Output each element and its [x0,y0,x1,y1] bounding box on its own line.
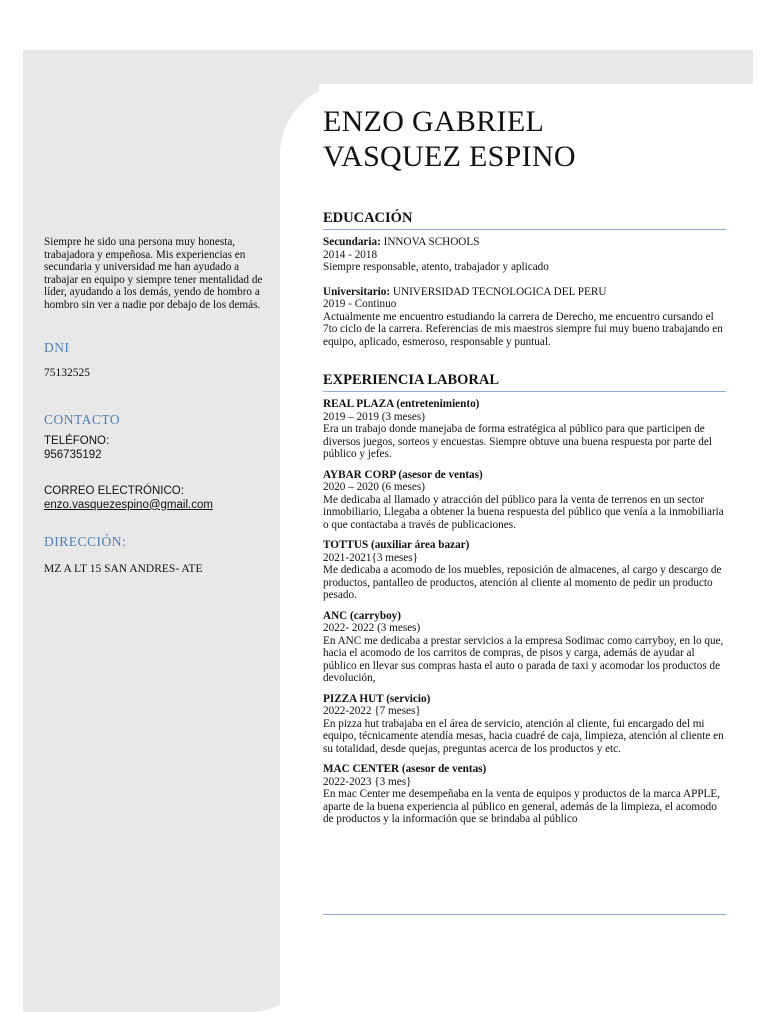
experience-title: ANC (carryboy) [323,609,401,622]
experience-desc: Me dedicaba a acomodo de los muebles, reposición de almacenes, al cargo y descargo de productos, pantalleo de productos, atención al cliente al momento de pedir un producto pesado. [323,564,722,601]
experience-desc: En pizza hut trabajaba en el área de servicio, atención al cliente, fui encargado del mi equipo, técnicamente atendía mesas, hacia cuadré de caja, limpieza, atención al cliente en su totalidad, desde quejas, preguntas acerca de los productos y etc. [323,717,724,755]
contact-heading: CONTACTO [44,411,121,427]
footer-divider [323,914,726,915]
experience-date: 2022-2023 {3 mes} [323,775,412,788]
education-heading: EDUCACIÓN [323,210,726,230]
name-title [323,104,726,174]
experience-entry [323,693,726,756]
education-title-value: INNOVA SCHOOLS [380,236,480,248]
name-line-1: ENZO GABRIEL [323,105,545,138]
education-title-value: UNIVERSIDAD TECNOLOGICA DEL PERU [390,285,607,298]
experience-desc: En ANC me dedicaba a prestar servicios a la empresa Sodimac como carryboy, en lo que, hacia el acomodo de los carritos de compras, de pisos y carga, además de ayudar al público en llevar sus compras hasta el auto o parada de taxi y acomodar los productos de devolución, [323,634,724,684]
experience-entry [323,763,726,826]
education-title-label: Secundaria: [323,236,381,248]
experience-title: AYBAR CORP (asesor de ventas) [323,468,483,481]
experience-desc: Era un trabajo donde manejaba de forma estratégica al público para que participen de diversos juegos, sorteos y encuestas. Siempre obtuve una buena respuesta por parte del público y jefes. [323,423,712,460]
dni-heading: DNI [44,339,70,355]
education-title-label: Universitario: [323,285,391,298]
experience-date: 2021-2021{3 meses} [323,551,418,564]
experience-heading: EXPERIENCIA LABORAL [323,372,726,392]
experience-date: 2022-2022 {7 meses} [323,705,421,717]
experience-title: TOTTUS (auxiliar área bazar) [323,539,470,551]
address-heading: DIRECCIÓN: [44,533,127,549]
main-content [323,104,726,826]
experience-date: 2020 – 2020 (6 meses) [323,481,425,493]
education-entry [323,286,726,349]
phone-value: 956735192 [44,448,102,461]
experience-date: 2022- 2022 (3 meses) [323,622,421,634]
experience-date: 2019 – 2019 (3 meses) [323,410,425,423]
email-link[interactable]: enzo.vasquezespino@gmail.com [44,498,213,511]
experience-desc: En mac Center me desempeñaba en la venta de equipos y productos de la marca APPLE, aparte de la buena experiencia al público en general, además de la limpieza, el acomodo de productos y la información que se brindaba al público [323,788,721,825]
email-row [44,498,269,512]
experience-title: PIZZA HUT (servicio) [323,692,431,705]
education-date: 2019 - Continuo [323,298,397,310]
education-date: 2014 - 2018 [323,248,378,261]
experience-title: REAL PLAZA (entretenimiento) [323,398,480,410]
experience-entry [323,469,726,532]
email-label: CORREO ELECTRÓNICO: [44,484,184,497]
experience-title: MAC CENTER (asesor de ventas) [323,763,487,775]
sidebar-content [44,236,269,576]
address-value: MZ A LT 15 SAN ANDRES- ATE [44,562,203,575]
education-desc: Actualmente me encuentro estudiando la carrera de Derecho, me encuentro cursando el 7to ciclo de la carrera. Referencias de mis maestros siempre fui muy bueno trabajando en equipo, aplicado, esmeroso, responsable y puntual. [323,310,723,348]
experience-entry [323,610,726,685]
dni-value: 75132525 [44,366,90,379]
profile-summary: Siempre he sido una persona muy honesta, trabajadora y empeñosa. Mis experiencias en secundaria y universidad me han ayudado a trabajar en equipo y siempre tener mentalidad de líder, ayudando a los demás, yendo de hombro a hombro sin ver a nadie por debajo de los demás. [44,236,263,311]
phone-label: TELÉFONO: [44,434,110,447]
education-entry [323,236,726,274]
name-line-2: VASQUEZ ESPINO [323,140,576,173]
education-desc: Siempre responsable, atento, trabajador y aplicado [323,261,549,273]
experience-entry [323,539,726,602]
experience-desc: Me dedicaba al llamado y atracción del público para la venta de terrenos en un sector inmobiliario, Llegaba a obtener la buena respuesta del público que venía a la inmobiliaria o que contactaba a través de publicaciones. [323,493,724,531]
experience-entry [323,398,726,461]
